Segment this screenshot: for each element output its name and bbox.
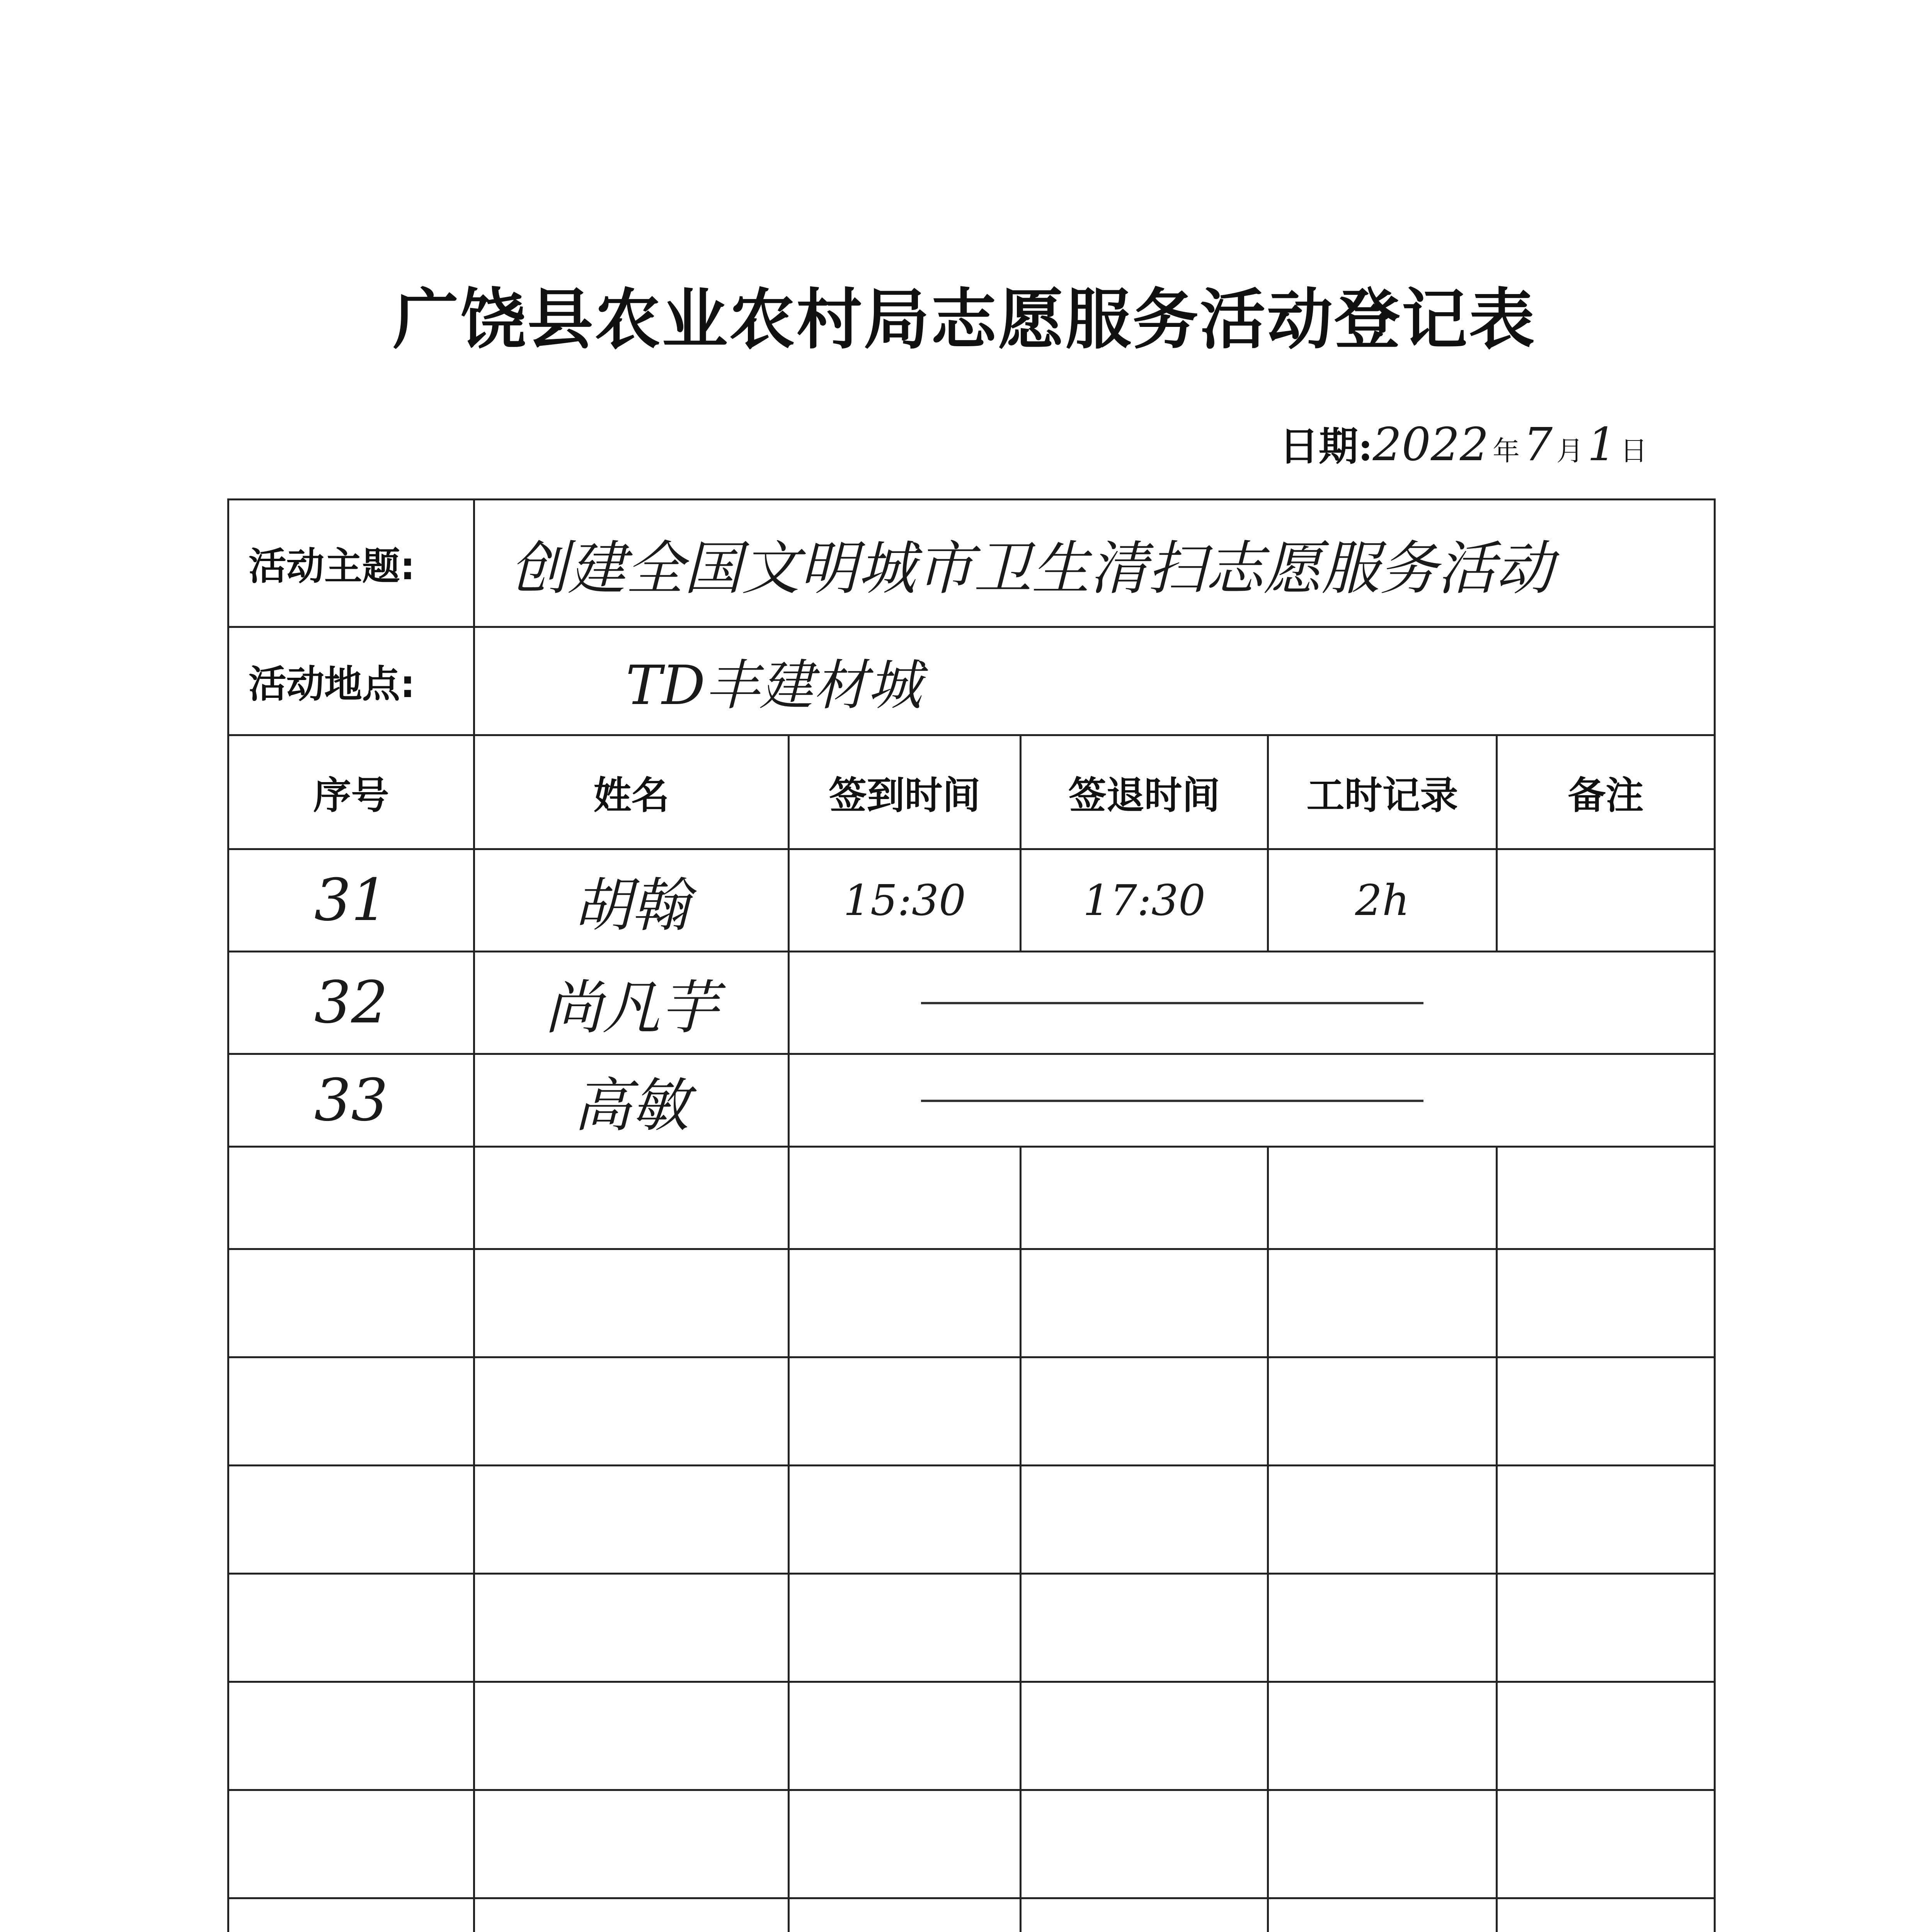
- table-row-empty: [228, 1682, 1715, 1790]
- table-row-empty: [228, 1898, 1715, 1932]
- header-no: 序号: [228, 735, 474, 849]
- row-name: 尚凡芋: [474, 952, 789, 1054]
- location-label: 活动地点:: [228, 627, 474, 735]
- table-row-empty: [228, 1466, 1715, 1574]
- subject-label: 活动主题:: [228, 500, 474, 627]
- registration-table: [227, 498, 1716, 1932]
- header-sign-in: 签到时间: [789, 735, 1021, 849]
- date-year: 2022: [1372, 418, 1489, 471]
- row-note: [1497, 849, 1715, 952]
- header-note: 备注: [1497, 735, 1715, 849]
- date-month: 7: [1523, 418, 1553, 471]
- row-name: 胡翰: [474, 849, 789, 952]
- subject-value: 创建全国文明城市卫生清扫志愿服务活动: [474, 500, 1715, 627]
- table-row-empty: [228, 1357, 1715, 1466]
- row-name: 高敏: [474, 1054, 789, 1147]
- header-name: 姓名: [474, 735, 789, 849]
- table-row-empty: [228, 1249, 1715, 1357]
- header-sign-out: 签退时间: [1021, 735, 1268, 849]
- date-month-unit: 月: [1556, 435, 1584, 467]
- date-label: 日期:: [1279, 423, 1373, 470]
- date-year-unit: 年: [1492, 435, 1520, 467]
- date-day: 1: [1587, 418, 1617, 471]
- row-no: 33: [228, 1054, 474, 1147]
- strike-line: [921, 1002, 1423, 1004]
- table-row: [228, 1054, 1715, 1147]
- table-row: [228, 849, 1715, 952]
- row-sign-out: 17:30: [1021, 849, 1268, 952]
- row-dash-line: [789, 1054, 1715, 1147]
- row-hours: 2h: [1268, 849, 1497, 952]
- header-row: [228, 735, 1715, 849]
- row-no: 32: [228, 952, 474, 1054]
- location-value: TD丰建材城: [474, 627, 1715, 735]
- date-day-unit: 日: [1620, 435, 1648, 467]
- subject-row: [228, 500, 1715, 627]
- table-row-empty: [228, 1147, 1715, 1249]
- page-title: 广饶县农业农村局志愿服务活动登记表: [393, 281, 1536, 358]
- table-row-empty: [228, 1790, 1715, 1898]
- header-hours: 工时记录: [1268, 735, 1497, 849]
- row-sign-in: 15:30: [789, 849, 1021, 952]
- table-row-empty: [228, 1574, 1715, 1682]
- strike-line: [921, 1100, 1423, 1102]
- row-dash-line: [789, 952, 1715, 1054]
- table-row: [228, 952, 1715, 1054]
- date-row: [1279, 415, 1651, 469]
- row-no: 31: [228, 849, 474, 952]
- location-row: [228, 627, 1715, 735]
